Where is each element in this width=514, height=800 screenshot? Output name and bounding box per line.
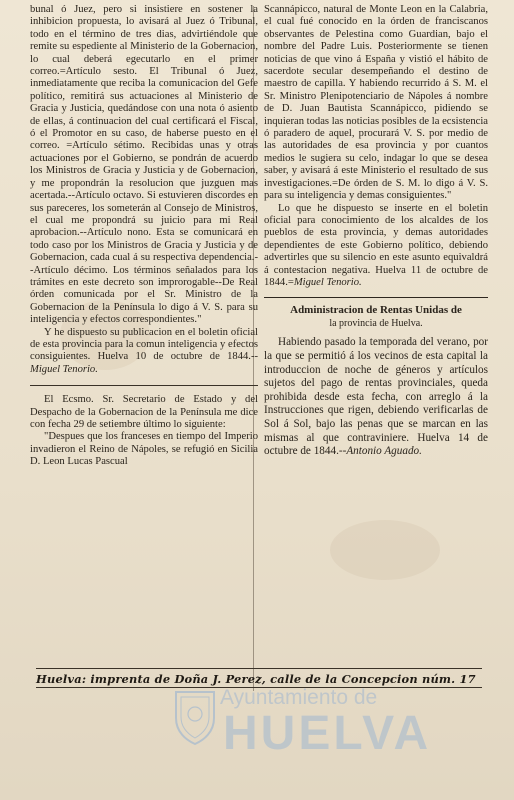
right-paragraph-rentas [264,336,488,458]
right-paragraph-quote-continued: Scannápicco, natural de Monte Leon en la Calabria, el cual fué conocido en la órden de franciscanos observantes de Pelestina como Guardian, bajo el nombre del Padre Luis. Posteriormente se tienen noticias de que vino á España y vistió el hábito de sacerdote secular desempeñando el destino de maestro de capilla. Y habiendo recurrido á S. M. el Sr. Ministro Plenipotenciario de Nápoles á nombre de D. Juan Bautista Scannápicco, pidiendo se inquieran todas las noticias posibles de la ecsistencia ó paradero de aquel, procurará V. S. por medio de las autoridades de esa provincia y por cuantos medios le sugiera su celo, indagar lo que se desea saber, y avisará á este Ministerio el resultado de sus investigaciones.=De órden de S. M. lo digo á V. S. para su inteligencia y demas consiguientes." [264,4,488,202]
right-signature: Miguel Tenorio. [293,276,362,288]
watermark-line2: HUELVA [223,707,432,760]
city-seal-icon [172,688,218,746]
left-paragraph-decree: bunal ó Juez, pero si insistiere en sostener la inhibicion propuesta, lo avisará al Juez ó Tribunal, todo en el término de tres dias, advirtiéndole que remite su espediente al Ministerio de la Gobernacion, lo cual deberá egecutarlo en el primer correo.=Artículo sesto. El Tribunal ó Juez, inmediatamente que reciba la comunicacion del Gefe político, remitirá sus actuaciones al Ministerio de Gracia y Justicia, quedándose con una nota ó asiento de ellas, á continuacion del cual certificará el Fiscal, ó el Promotor en su caso, de haberse puesto en el correo. =Artículo sétimo. Recibidas unas y otras actuaciones por el Gobierno, se pondrán de acuerdo los Ministros de Gracia y Justicia y de Gobernacion, y me propondrán la resolucion que juzguen mas acertada.--Artículo octavo. Si estuvieren discordes en sus pareceres, los someterán al Consejo de Ministros, el cual me propondrá su juicio para mi Real aprobacion.--Artículo nono. Esta se comunicará en todo caso por los Ministros de Gracia y Justicia y de Gobernacion, cada cual á su respectiva dependencia.--Artículo décimo. Los términos señalados para los trámites en este decreto son improrogable--De Real órden comunicada por el Sr. Ministro de la Gobernacion de la Península lo digo á V. S. para su inteligencia y efectos correspondientes." [30,4,258,326]
section-title: Administracion de Rentas Unidas de [290,304,462,317]
footer-rule-top [36,668,482,669]
right-section-rule [264,297,488,298]
right-column [264,4,488,459]
section-subtitle: la provincia de Huelva. [329,318,423,330]
right-paragraph-notice [264,203,488,290]
left-section-rule [30,385,258,386]
left-column [30,4,258,469]
rentas-text: Habiendo pasado la temporada del verano, por la que se permitió á los vecinos de esta capital la introduccion de noche de géneros y artículos sujetos del pago de rentas provinciales, queda prohibida desde esta fecha, con arreglo á la Instrucciones que rigen, debiendo verificarlas de Sol á Sol, bajo las penas que se marcan en las mismas al que contraviniere. Huelva 14 de octubre de 1844.-- [264,336,488,458]
left-signature: Miguel Tenorio. [30,363,98,375]
imprint-line: Huelva: imprenta de Doña J. Perez, calle de la Concepcion núm. 17 [36,672,476,686]
left-paragraph-ministry: El Ecsmo. Sr. Secretario de Estado y del Despacho de la Gobernacion de la Península me dice con fecha 29 de setiembre último lo siguiente: [30,394,258,430]
rentas-signature: Antonio Aguado. [346,445,422,458]
right-notice-text: Lo que he dispuesto se inserte en el boletin oficial para conocimiento de los alcaldes de los pueblos de esta provincia, y demas autoridades dependientes de este Gobierno político, debiendo advertirles que su silencio en este asunto equivaldrá á contestacion negativa. Huelva 11 de octubre de 1844.= [264,202,488,288]
left-paragraph-publication [30,327,258,377]
left-publication-text: Y he dispuesto su publicacion en el boletin oficial de esta provincia para la comun inteligencia y efectos consiguientes. Huelva 10 de octubre de 1844.-- [30,326,258,363]
watermark-line1: Ayuntamiento de [220,686,378,709]
left-paragraph-quote: "Despues que los franceses en tiempo del Imperio invadieron el Reino de Nápoles, se refugió en Sicilia D. Leon Lucas Pascual [30,431,258,468]
